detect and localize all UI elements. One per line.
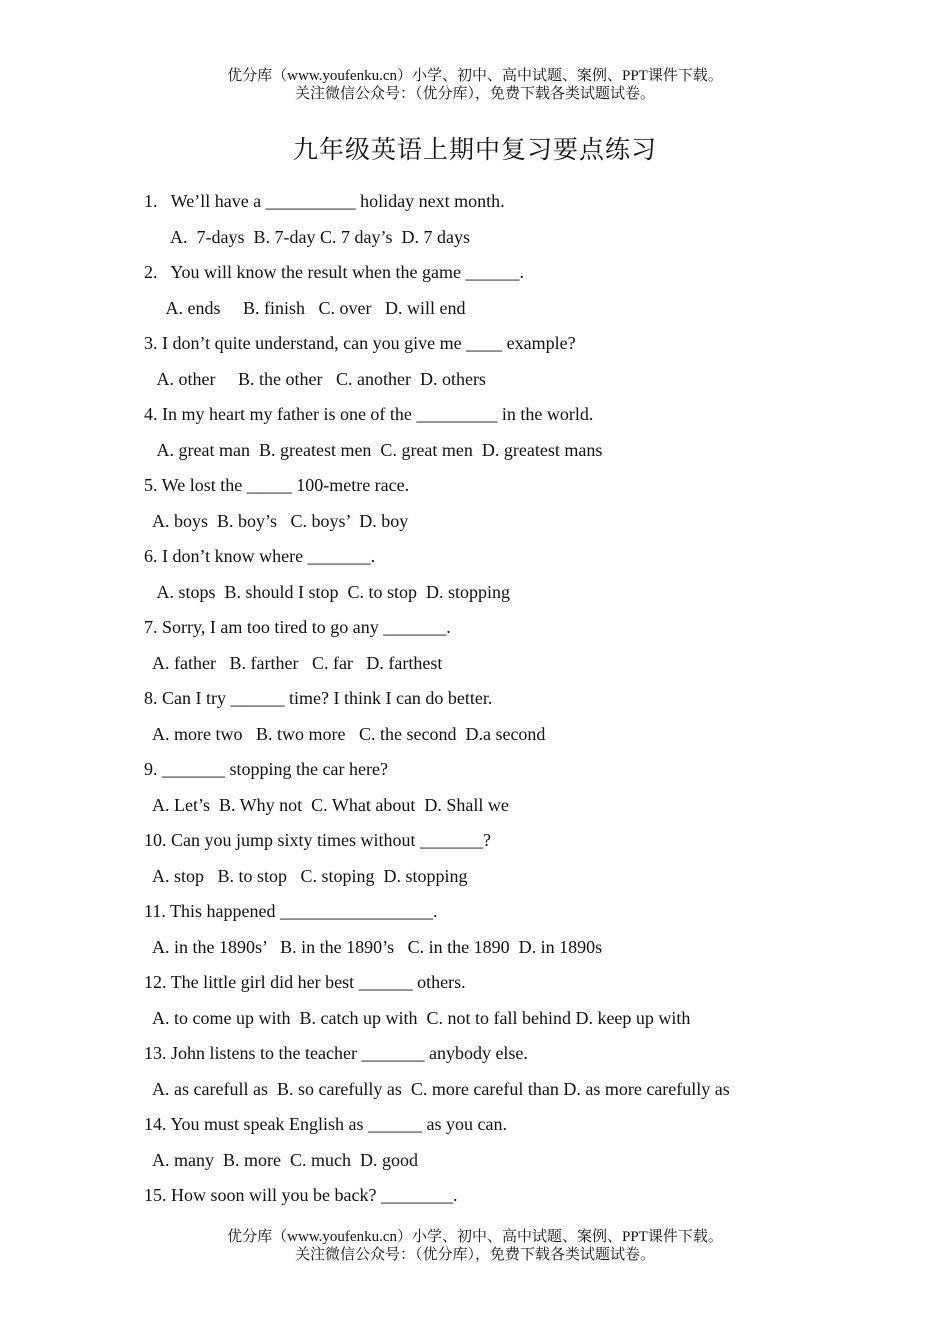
header-line-1: 优分库（www.youfenku.cn）小学、初中、高中试题、案例、PPT课件下载。: [227, 68, 723, 84]
question-stem: 9. _______ stopping the car here?: [144, 759, 388, 779]
question-stem: 4. In my heart my father is one of the _________ in the world.: [144, 404, 594, 424]
question-options: A. ends B. finish C. over D. will end: [144, 297, 466, 318]
question-options: A. Let’s B. Why not C. What about D. Shall we: [144, 794, 509, 815]
question-options: A. other B. the other C. another D. others: [144, 368, 486, 389]
question-options: A. stop B. to stop C. stoping D. stopping: [144, 865, 468, 886]
header-line-2: 关注微信公众号：（优分库），免费下载各类试题试卷。: [294, 86, 655, 102]
question-options: A. to come up with B. catch up with C. not to fall behind D. keep up with: [144, 1007, 691, 1028]
question-options: A. great man B. greatest men C. great men D. greatest mans: [144, 439, 603, 460]
question-options: A. stops B. should I stop C. to stop D. stopping: [144, 581, 511, 602]
question-stem: 11. This happened _________________.: [144, 901, 438, 921]
question-options: A. more two B. two more C. the second D.a second: [144, 723, 546, 744]
question-options: A. as carefull as B. so carefully as C. more careful than D. as more carefully as: [144, 1078, 730, 1099]
question-stem: 5. We lost the _____ 100-metre race.: [144, 475, 410, 495]
question-options: A. boys B. boy’s C. boys’ D. boy: [144, 510, 409, 531]
page-footer: [0, 1228, 950, 1264]
question-stem: 15. How soon will you be back? ________.: [144, 1185, 458, 1205]
question-stem: 2. You will know the result when the game ______.: [144, 262, 524, 282]
question-stem: 1. We’ll have a __________ holiday next month.: [144, 191, 505, 211]
question-options: A. father B. farther C. far D. farthest: [144, 652, 443, 673]
question-stem: 7. Sorry, I am too tired to go any _______.: [144, 617, 451, 637]
question-options: A. 7-days B. 7-day C. 7 day’s D. 7 days: [144, 226, 470, 247]
question-stem: 13. John listens to the teacher _______ anybody else.: [144, 1043, 528, 1063]
question-stem: 8. Can I try ______ time? I think I can do better.: [144, 688, 493, 708]
footer-line-2: 关注微信公众号：（优分库），免费下载各类试题试卷。: [294, 1247, 655, 1263]
question-stem: 14. You must speak English as ______ as you can.: [144, 1114, 507, 1134]
question-options: A. in the 1890s’ B. in the 1890’s C. in the 1890 D. in 1890s: [144, 936, 603, 957]
question-stem: 10. Can you jump sixty times without _______?: [144, 830, 491, 850]
question-stem: 12. The little girl did her best ______ others.: [144, 972, 466, 992]
question-stem: 6. I don’t know where _______.: [144, 546, 376, 566]
question-stem: 3. I don’t quite understand, can you give me ____ example?: [144, 333, 576, 353]
question-list: [144, 187, 904, 1217]
footer-line-1: 优分库（www.youfenku.cn）小学、初中、高中试题、案例、PPT课件下载。: [227, 1229, 723, 1245]
page-header: [0, 67, 950, 103]
question-options: A. many B. more C. much D. good: [144, 1149, 418, 1170]
page-title: 九年级英语上期中复习要点练习: [292, 137, 657, 164]
